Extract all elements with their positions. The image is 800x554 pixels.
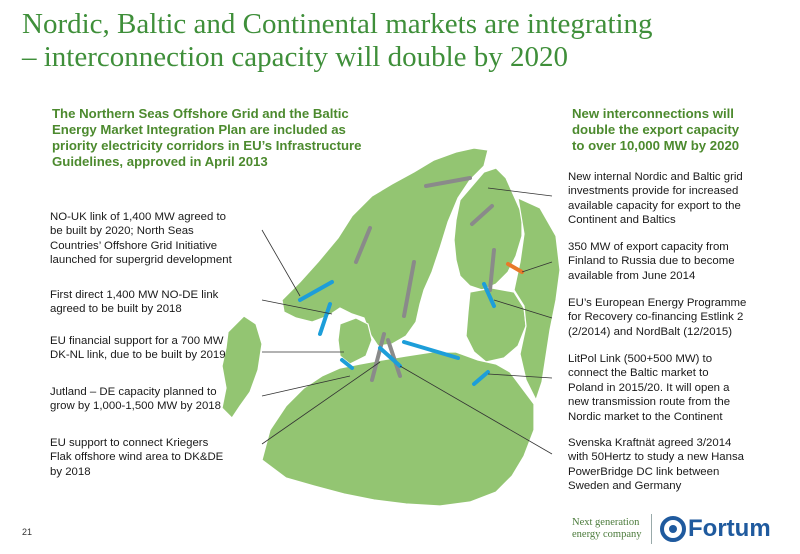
- note-line: launched for supergrid development: [50, 254, 232, 267]
- page-title-line-2: – interconnection capacity will double by 2020: [22, 41, 569, 73]
- note-line: available from June 2014: [568, 269, 696, 282]
- note-line: PowerBridge DC link between: [568, 465, 720, 478]
- note-line: NO-UK link of 1,400 MW agreed to: [50, 211, 226, 223]
- note-internal-grid: [568, 170, 796, 228]
- note-line: EU support to connect Kriegers: [50, 437, 209, 449]
- note-line: EU’s European Energy Programme: [568, 297, 747, 309]
- note-line: (2/2014) and NordBalt (12/2015): [568, 325, 733, 338]
- subtitle-right-line: New interconnections will: [572, 106, 734, 121]
- note-line: Finland to Russia due to become: [568, 255, 735, 268]
- subtitle-left-line: The Northern Seas Offshore Grid and the Baltic: [52, 106, 349, 121]
- note-line: available capacity for export to the: [568, 199, 741, 212]
- denmark-land: [338, 318, 372, 364]
- subtitle-right-line: double the export capacity: [572, 122, 740, 137]
- note-line: First direct 1,400 MW NO-DE link: [50, 289, 219, 301]
- note-line: for Recovery co-financing Estlink 2: [568, 311, 744, 324]
- subtitle-right-line: to over 10,000 MW by 2020: [572, 138, 740, 153]
- baltic-states-land: [466, 288, 526, 362]
- note-no-uk-link: [50, 210, 270, 268]
- tagline-line: Next generation: [572, 517, 640, 528]
- note-line: new transmission route from the: [568, 396, 731, 409]
- note-line: Flak offshore wind area to DK&DE: [50, 451, 224, 464]
- fortum-logo-icon: [660, 516, 686, 542]
- note-finland-russia: [568, 240, 796, 283]
- note-line: Countries’ Offshore Grid Initiative: [50, 239, 218, 252]
- note-eepr: [568, 296, 796, 339]
- note-dk-nl-link: [50, 334, 270, 363]
- note-line: be built by 2020; North Seas: [50, 225, 194, 238]
- subtitle-left-line: priority electricity corridors in EU’s Infrastructure: [52, 138, 362, 153]
- note-line: DK-NL link, due to be built by 2019: [50, 349, 226, 362]
- note-line: 350 MW of export capacity from: [568, 241, 729, 253]
- note-hansa-powerbridge: [568, 436, 796, 494]
- note-line: grow by 1,000-1,500 MW by 2018: [50, 400, 221, 413]
- note-line: agreed to be built by 2018: [50, 303, 182, 316]
- note-line: by 2018: [50, 465, 91, 478]
- landmass: [222, 148, 560, 506]
- subtitle-left-line: Guidelines, approved in April 2013: [52, 154, 268, 169]
- note-line: EU financial support for a 700 MW: [50, 335, 224, 347]
- fortum-logo-text: Fortum: [688, 515, 771, 542]
- note-line: investments provide for increased: [568, 185, 739, 198]
- note-no-de-link: [50, 288, 270, 317]
- note-line: Sweden and Germany: [568, 480, 682, 493]
- note-line: Poland in 2015/20. It will open a: [568, 381, 730, 394]
- note-line: Nordic market to the Continent: [568, 410, 723, 423]
- note-line: Jutland – DE capacity planned to: [50, 386, 217, 398]
- note-line: with 50Hertz to study a new Hansa: [568, 451, 745, 464]
- note-kriegers-flak: [50, 436, 270, 479]
- page-number: 21: [22, 527, 33, 537]
- note-line: connect the Baltic market to: [568, 367, 709, 380]
- note-jutland-de: [50, 385, 270, 414]
- note-litpol: [568, 352, 796, 424]
- note-line: New internal Nordic and Baltic grid: [568, 171, 743, 183]
- subtitle-left-line: Energy Market Integration Plan are included as: [52, 122, 346, 137]
- page-title-line-1: Nordic, Baltic and Continental markets are integrating: [22, 8, 653, 40]
- tagline: [572, 517, 642, 541]
- note-line: Continent and Baltics: [568, 214, 676, 227]
- fortum-logo: [660, 512, 771, 546]
- note-line: Svenska Kraftnät agreed 3/2014: [568, 437, 732, 449]
- footer-divider: [651, 514, 652, 544]
- note-line: LitPol Link (500+500 MW) to: [568, 353, 713, 365]
- tagline-line: energy company: [572, 529, 642, 540]
